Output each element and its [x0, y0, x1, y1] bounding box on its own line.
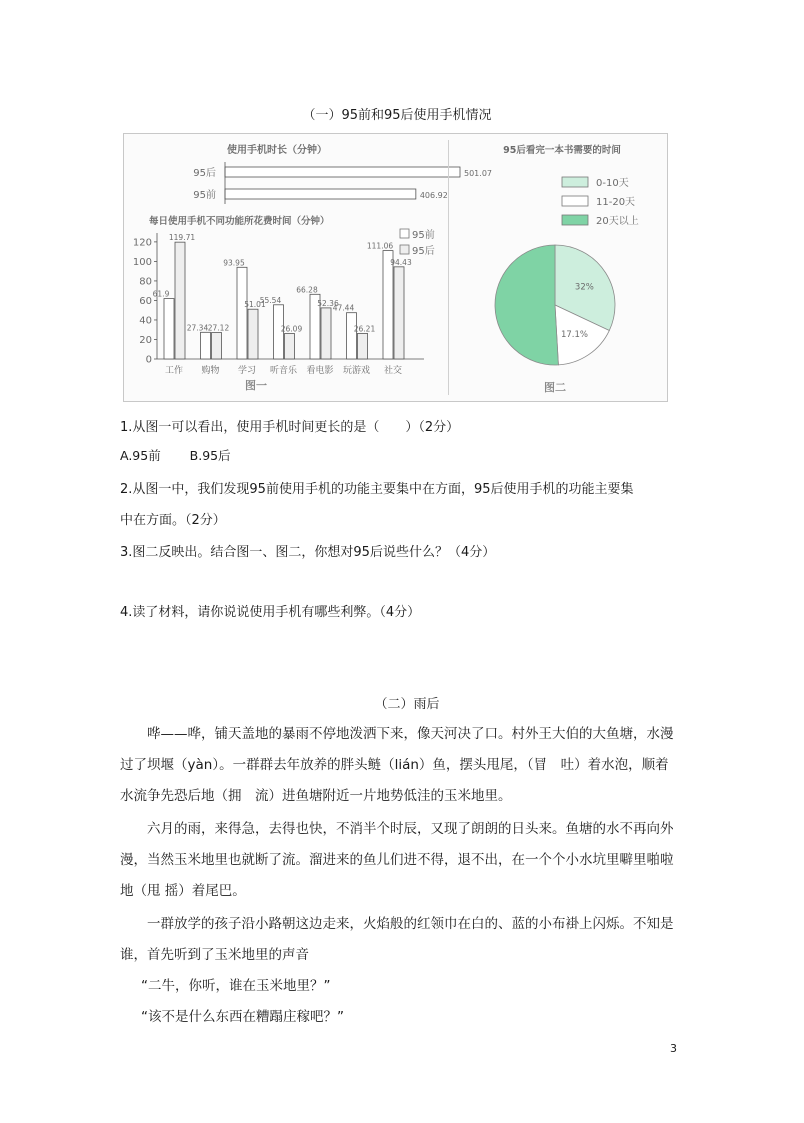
pie-legend-label: 0-10天 — [596, 178, 629, 189]
question-1-options: A.95前 B.95后 — [120, 448, 231, 463]
y-tick-label: 20 — [139, 334, 152, 346]
paragraph-1: 哗——哗，铺天盖地的暴雨不停地泼洒下来，像天河决了口。村外王大伯的大鱼塘，水漫过了坝堰（yàn）。一群群去年放养的胖头鲢（lián）鱼，摆头甩尾，（冒 吐）着水泡，顺着水流争先恐后地（拥 流）进鱼塘附近一片地势低洼的玉米地里。 — [120, 726, 674, 804]
x-category-label: 看电影 — [306, 366, 334, 376]
x-category-label: 学习 — [237, 366, 257, 376]
x-category-label: 工作 — [164, 366, 184, 376]
pie-slice-label: 32% — [574, 282, 594, 293]
figure-box — [123, 133, 668, 402]
figure-separator — [448, 140, 449, 395]
section2-title: （二）雨后 — [374, 697, 440, 712]
x-category-label: 购物 — [201, 366, 220, 376]
pie-legend-label: 11-20天 — [596, 197, 636, 208]
legend-swatch — [400, 229, 409, 238]
bar-value-label: 27.34 — [186, 323, 209, 333]
duration-bar — [225, 167, 460, 177]
dialogue-1: “二牛，你听，谁在玉米地里？” — [141, 978, 331, 994]
pie-legend-label: 20天以上 — [596, 216, 639, 227]
question-1: 1.从图一可以看出，使用手机时间更长的是（ ）（2分） — [120, 420, 460, 435]
legend-swatch — [400, 245, 409, 254]
bar-95-after — [212, 333, 222, 359]
bar-value-label: 119.71 — [168, 233, 196, 243]
bar-95-before — [237, 267, 247, 359]
bar-value-label: 27.12 — [207, 323, 230, 333]
pie-legend-swatch — [562, 215, 588, 225]
y-tick-label: 80 — [139, 276, 152, 288]
figure-two-caption: 图二 — [544, 381, 566, 394]
bar-95-after — [285, 334, 295, 359]
y-tick-label: 100 — [132, 256, 152, 268]
x-category-label: 听音乐 — [269, 366, 298, 376]
figure-one-caption: 图一 — [245, 379, 267, 392]
x-category-label: 社交 — [383, 366, 403, 376]
question-4: 4.读了材料，请你说说使用手机有哪些利弊。（4分） — [120, 605, 421, 620]
y-tick-label: 120 — [132, 237, 152, 249]
usage-duration-title: 使用手机时长（分钟） — [227, 145, 327, 156]
bar-95-after — [175, 242, 185, 359]
pie-legend-swatch — [562, 177, 588, 187]
legend-label: 95后 — [412, 246, 435, 257]
bar-value-label: 93.95 — [223, 258, 245, 268]
question-3: 3.图二反映出。结合图一、图二，你想对95后说些什么？（4分） — [120, 545, 496, 560]
duration-value-label: 406.92 — [419, 191, 448, 200]
figure-two-chart — [454, 134, 666, 401]
y-tick-label: 0 — [145, 354, 152, 366]
legend-label: 95前 — [412, 230, 435, 241]
bar-95-before — [164, 299, 174, 359]
page-number: 3 — [670, 1042, 677, 1055]
paragraph-2: 六月的雨，来得急，去得也快，不消半个时辰，又现了朗朗的日头来。鱼塘的水不再向外漫，当然玉米地里也就断了流。溜进来的鱼儿们进不得，退不出，在一个个小水坑里噼里啪啦地（甩 摇）着尾巴。 — [120, 821, 674, 899]
question-2-line1: 2.从图一中，我们发现95前使用手机的功能主要集中在方面，95后使用手机的功能主要集 — [120, 482, 634, 497]
bar-value-label: 26.09 — [280, 324, 303, 334]
bar-value-label: 61.9 — [152, 289, 170, 299]
x-category-label: 玩游戏 — [342, 366, 371, 376]
bar-95-before — [347, 313, 357, 359]
y-tick-label: 60 — [139, 295, 152, 307]
bar-value-label: 55.54 — [259, 295, 282, 305]
bar-value-label: 111.06 — [366, 241, 394, 251]
figure-one-chart — [124, 134, 492, 401]
bar-value-label: 52.36 — [317, 298, 339, 308]
bar-95-after — [248, 309, 258, 359]
question-2-line2: 中在方面。（2分） — [120, 513, 226, 528]
bar-value-label: 26.21 — [353, 324, 376, 334]
section1-title: （一）95前和95后使用手机情况 — [302, 108, 492, 123]
pie-title: 95后看完一本书需要的时间 — [503, 145, 621, 156]
bar-95-after — [358, 333, 368, 359]
paragraph-3: 一群放学的孩子沿小路朝这边走来，火焰般的红领巾在白的、蓝的小布褂上闪烁。不知是谁，首先听到了玉米地里的声音 — [120, 916, 674, 963]
bar-95-before — [201, 332, 211, 359]
dialogue-2: “该不是什么东西在糟蹋庄稼吧？” — [141, 1009, 344, 1025]
duration-value-label: 501.07 — [464, 169, 492, 178]
duration-bar-label: 95前 — [193, 190, 216, 201]
bar-95-before — [383, 251, 393, 359]
bar-value-label: 66.28 — [296, 285, 318, 295]
duration-bar — [225, 189, 416, 199]
pie-slice — [495, 245, 558, 365]
function-time-title: 每日使用手机不同功能所花费时间（分钟） — [149, 216, 330, 227]
duration-bar-label: 95后 — [193, 168, 216, 179]
bar-95-after — [321, 308, 331, 359]
pie-slice-label: 17.1% — [560, 329, 588, 340]
pie-legend-swatch — [562, 196, 588, 206]
bar-95-after — [394, 267, 404, 359]
bar-value-label: 47.44 — [332, 303, 355, 313]
bar-value-label: 94.43 — [390, 257, 412, 267]
bar-value-label: 51.01 — [244, 300, 266, 310]
y-tick-label: 40 — [139, 315, 152, 327]
